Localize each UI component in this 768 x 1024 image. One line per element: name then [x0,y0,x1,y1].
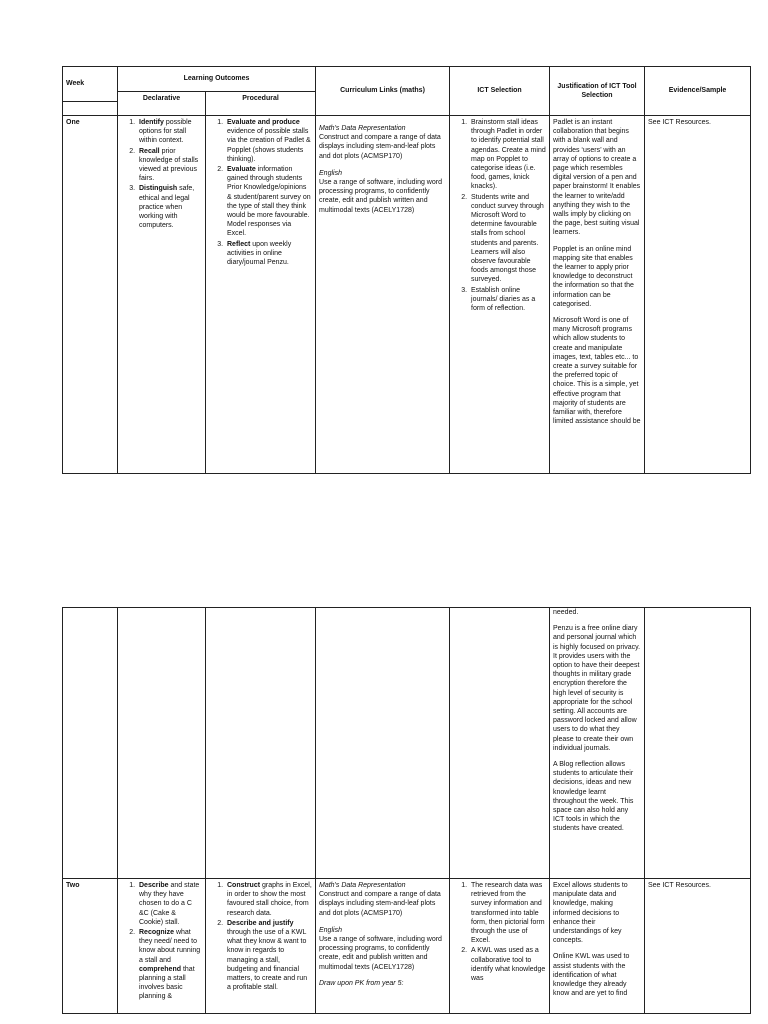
list-item [137,147,202,184]
ict-list [453,118,546,313]
item-text: graphs in Excel, in order to show the most favoured stall choice, from research data. [227,882,312,917]
list-item [225,881,312,918]
list-item [225,165,312,239]
list-item: 1. Brainstorm stall ideas through Padlet in order to identify potential stall agendas. Create a mind map on Popplet to categorise ideas (i.e. food, games, knick knacks). [469,118,546,192]
english-heading-two: English [319,926,342,934]
list-item [137,928,202,1002]
week-label-two: Two [63,879,118,1014]
draw-upon-text: Draw upon PK from year 5: [319,979,404,987]
english-heading: English [319,169,342,177]
keyword-text: Evaluate [227,166,256,174]
header-learning-outcomes: Learning Outcomes [118,67,316,92]
justification-text [553,118,641,427]
week-label: One [63,116,118,474]
header-week-spacer [63,102,118,116]
keyword-text: comprehend [139,965,182,973]
item-text: upon weekly activities in online diary/journal Penzu. [227,240,292,267]
keyword-text: Recall [139,147,160,155]
english-text-two: Use a range of software, including word processing programs, to confidently create, edit and publish written and multimodal texts (ACELY1728) [319,936,442,971]
list-item: 3. Establish online journals/ diaries as a form of reflection. [469,286,546,314]
list-item: 2. A KWL was used as a collaborative tool to identify what knowledge was [469,946,546,983]
item-text: possible options for stall within context. [139,119,192,145]
header-justification: Justification of ICT Tool Selection [550,67,645,116]
header-procedural: Procedural [206,92,316,116]
procedural-cell-two [206,879,316,1014]
header-week: Week [63,67,118,102]
continuation-curriculum-cell [316,608,450,879]
keyword-text: Reflect [227,240,251,248]
ict-list-two [453,881,546,983]
item-text: evidence of possible stalls via the creation of Padlet & Popplet (shows students thinking). [227,128,311,163]
justification-text-two [553,881,641,998]
procedural-list [209,118,312,267]
paragraph: Online KWL was used to assist students with the identification of what knowledge they already know and are yet to find [553,953,630,998]
curriculum-cell [316,116,450,474]
list-item: 1. The research data was retrieved from the survey information and transformed into table form, then pictorial form through the use of Excel. [469,881,546,945]
keyword-text: Distinguish [139,185,178,193]
paragraph: needed. [553,609,579,616]
continuation-ict-cell [450,608,550,879]
item-text: and state why they have chosen to do a C &C (Cake & Cookie) stall. [139,882,200,926]
keyword-text: Construct [227,882,261,889]
maths-text-two: Construct and compare a range of data displays including stem-and-leaf plots and dot plots (ACMSP170) [319,891,441,917]
list-item [225,240,312,268]
list-item [137,881,202,927]
keyword-text: Describe and justify [227,919,294,927]
ict-cell [450,116,550,474]
keyword-text: Recognize [139,929,175,937]
header-curriculum: Curriculum Links (maths) [316,67,450,116]
justification-cell [550,116,645,474]
paragraph: Penzu is a free online diary and personal journal which is highly focused on privacy. It provides users with the option to have their deepest thoughts in military grade encryption therefore the high level of security is appropriate for the school setting. All accounts are password locked and allow users to do what they please to create their own individual journals. [553,625,641,752]
maths-heading-two: Math's Data Representation [319,882,406,889]
maths-heading: Math's Data Representation [319,125,406,132]
header-ict: ICT Selection [450,67,550,116]
paragraph: A Blog reflection allows students to articulate their decisions, ideas and new knowledge learnt throughout the week. This space can also hold any ICT tools in which the students have created. [553,761,634,833]
english-text: Use a range of software, including word processing programs, to confidently create, edit and publish written and multimodal texts (ACELY1728) [319,179,442,214]
header-declarative: Declarative [118,92,206,116]
item-text: prior knowledge of stalls viewed at previous fairs. [139,147,199,183]
declarative-list-two [121,881,202,1002]
list-item [137,118,202,146]
keyword-text: Describe [139,882,169,889]
list-item [225,118,312,164]
item-text: what they need/ need to know about running a stall and [139,929,201,964]
evidence-cell: See ICT Resources. [645,116,751,474]
item-text: safe, ethical and legal practice when working with computers. [139,185,195,230]
ict-cell-two [450,879,550,1014]
continuation-declarative-cell [118,608,206,879]
list-item [137,184,202,230]
paragraph: Padlet is an instant collaboration that begins with a blank wall and provides ‘users’ with an array of options to create a page which resembles digital version of a pen and paper brainstorm! It enables the learner to write/add anything they wish to the walls imply by clicking on the page, best suiting visual learners. [553,119,641,237]
curriculum-cell-two [316,879,450,1014]
keyword-text: Evaluate and produce [227,119,300,126]
justification-cell-two [550,879,645,1014]
paragraph: Excel allows students to manipulate data and knowledge, making informed decisions to enhance their understandings of key concepts. [553,882,628,945]
evidence-cell-two: See ICT Resources. [645,879,751,1014]
item-text: information gained through students Prior Knowledge/opinions & student/parent survey on the type of stall they think would be more favourable. Model responses via Excel. [227,166,311,238]
planning-table-continued [62,607,751,1014]
declarative-list [121,118,202,230]
continuation-justification-cell [550,608,645,879]
continuation-procedural-cell [206,608,316,879]
item-text: through the use of a KWL what they know & want to know in regards to managing a stall, budgeting and financial matters, to create and run a profitable stall. [227,929,308,992]
continuation-evidence-cell [645,608,751,879]
list-item: 2. Students write and conduct survey through Microsoft Word to determine favourable stalls from school students and parents. Learners will also observe favourable foods amongst those surveyed. [469,193,546,285]
continuation-week-cell [63,608,118,879]
keyword-text: Identify [139,119,164,126]
declarative-cell-two [118,879,206,1014]
procedural-cell [206,116,316,474]
paragraph: Popplet is an online mind mapping site that enables the learner to apply prior knowledge to deconstruct the information so that the information can be categorised. [553,245,634,308]
header-evidence: Evidence/Sample [645,67,751,116]
continuation-justification-text [553,608,641,834]
planning-table-week-one [62,66,751,474]
item-text: that planning a stall involves basic planning & [139,965,195,1001]
paragraph: Microsoft Word is one of many Microsoft programs which allow students to create and manipulate images, text, tables etc... to create a survey suitable for the preferred topic of choice. This is a simple, yet effective program that majority of students are familiar with, therefore limited assistance should be [553,317,641,426]
procedural-list-two [209,881,312,992]
list-item [225,919,312,993]
declarative-cell [118,116,206,474]
maths-text: Construct and compare a range of data displays including stem-and-leaf plots and dot plots (ACMSP170) [319,134,441,160]
